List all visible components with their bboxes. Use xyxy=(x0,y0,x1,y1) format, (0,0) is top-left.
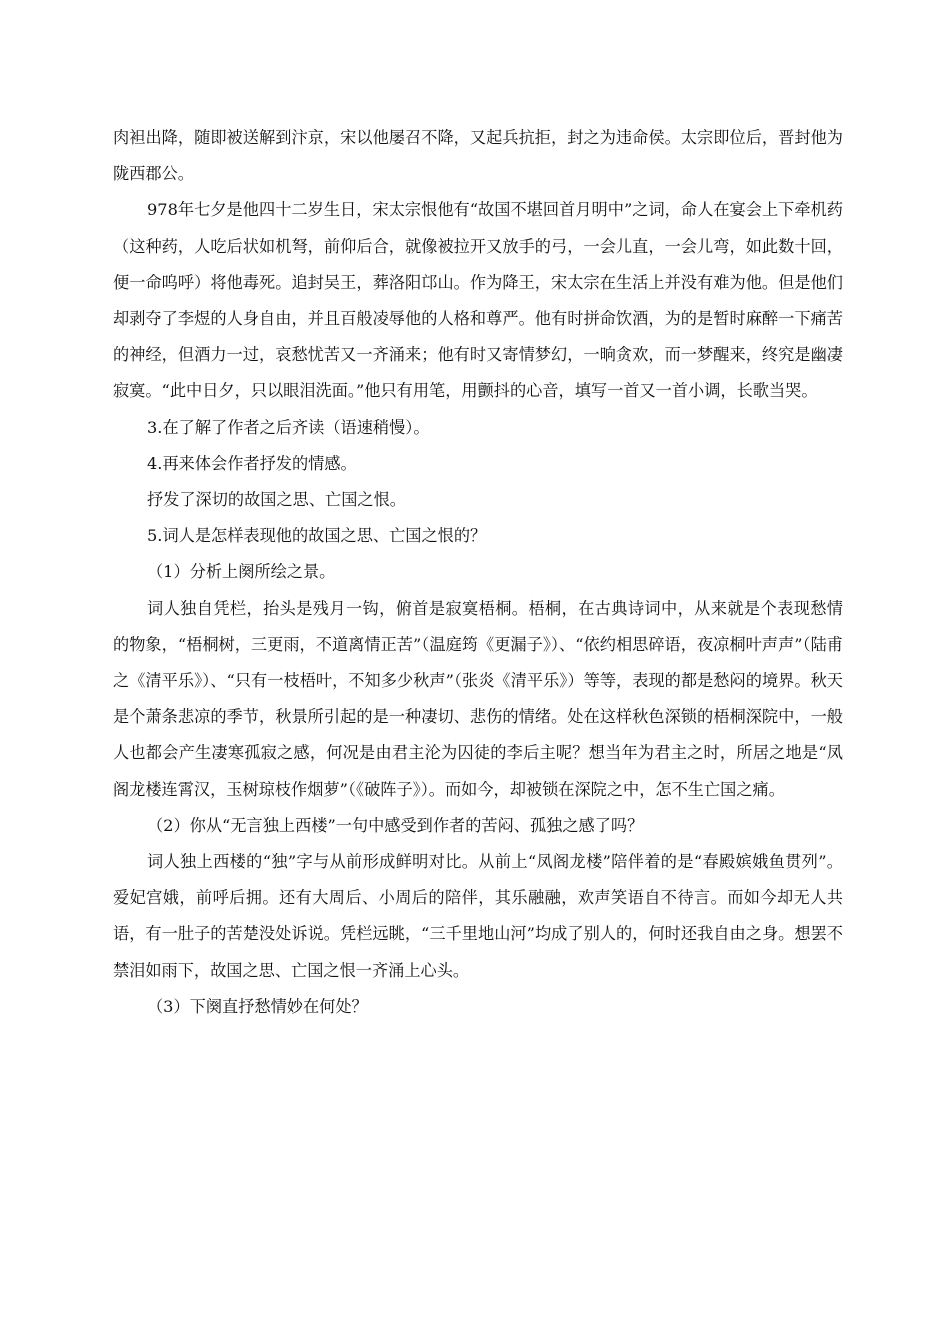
answer-1: 词人独自凭栏，抬头是残月一钩，俯首是寂寞梧桐。梧桐，在古典诗词中，从来就是个表现愁情的物象，“梧桐树，三更雨，不道离情正苦”（温庭筠《更漏子》）、“依约相思碎语，夜凉桐叶声声”（陆甫之《清平乐》）、“只有一枝梧叶，不知多少秋声”（张炎《清平乐》）等等，表现的都是愁闷的境界。秋天是个萧条悲凉的季节，秋景所引起的是一种凄切、悲伤的情绪。处在这样秋色深锁的梧桐深院中，一般人也都会产生凄寒孤寂之感，何况是由君主沦为囚徒的李后主呢？想当年为君主之时，所居之地是“凤阁龙楼连霄汉，玉树琼枝作烟萝”（《破阵子》）。而如今，却被锁在深院之中，怎不生亡国之痛。 xyxy=(113,598,843,799)
question-1: （1）分析上阕所绘之景。 xyxy=(147,562,336,582)
step-4-answer: 抒发了深切的故国之思、亡国之恨。 xyxy=(147,490,406,510)
answer-2: 词人独上西楼的“独”字与从前形成鲜明对比。从前上“凤阁龙楼”陪伴着的是“春殿嫔娥鱼贯列”。爱妃宫娥，前呼后拥。还有大周后、小周后的陪伴，其乐融融，欢声笑语自不待言。而如今却无人共语，有一肚子的苦楚没处诉说。凭栏远眺，“三千里地山河”均成了别人的，何时还我自由之身。想罢不禁泪如雨下，故国之思、亡国之恨一齐涌上心头。 xyxy=(113,852,843,980)
document-body xyxy=(113,120,843,1025)
paragraph-biography: 978年七夕是他四十二岁生日，宋太宗恨他有“故国不堪回首月明中”之词，命人在宴会上下牵机药（这种药，人吃后状如机弩，前仰后合，就像被拉开又放手的弓，一会儿直，一会儿弯，如此数十回，便一命呜呼）将他毒死。追封吴王，葬洛阳邙山。作为降王，宋太宗在生活上并没有难为他。但是他们却剥夺了李煜的人身自由，并且百般凌辱他的人格和尊严。他有时拼命饮酒，为的是暂时麻醉一下痛苦的神经，但酒力一过，哀愁忧苦又一齐涌来；他有时又寄情梦幻，一晌贪欢，而一梦醒来，终究是幽凄寂寞。“此中日夕，只以眼泪洗面。”他只有用笔，用颤抖的心音，填写一首又一首小调，长歌当哭。 xyxy=(113,200,843,401)
question-2: （2）你从“无言独上西楼”一句中感受到作者的苦闷、孤独之感了吗？ xyxy=(147,815,644,835)
step-4: 4.再来体会作者抒发的情感。 xyxy=(147,453,357,473)
step-5: 5.词人是怎样表现他的故国之思、亡国之恨的？ xyxy=(147,526,487,546)
paragraph-continuation: 肉袒出降，随即被送解到汴京，宋以他屡召不降，又起兵抗拒，封之为违命侯。太宗即位后，晋封他为陇西郡公。 xyxy=(113,128,843,184)
question-3: （3）下阕直抒愁情妙在何处？ xyxy=(147,996,368,1016)
step-3: 3.在了解了作者之后齐读（语速稍慢）。 xyxy=(147,417,430,437)
